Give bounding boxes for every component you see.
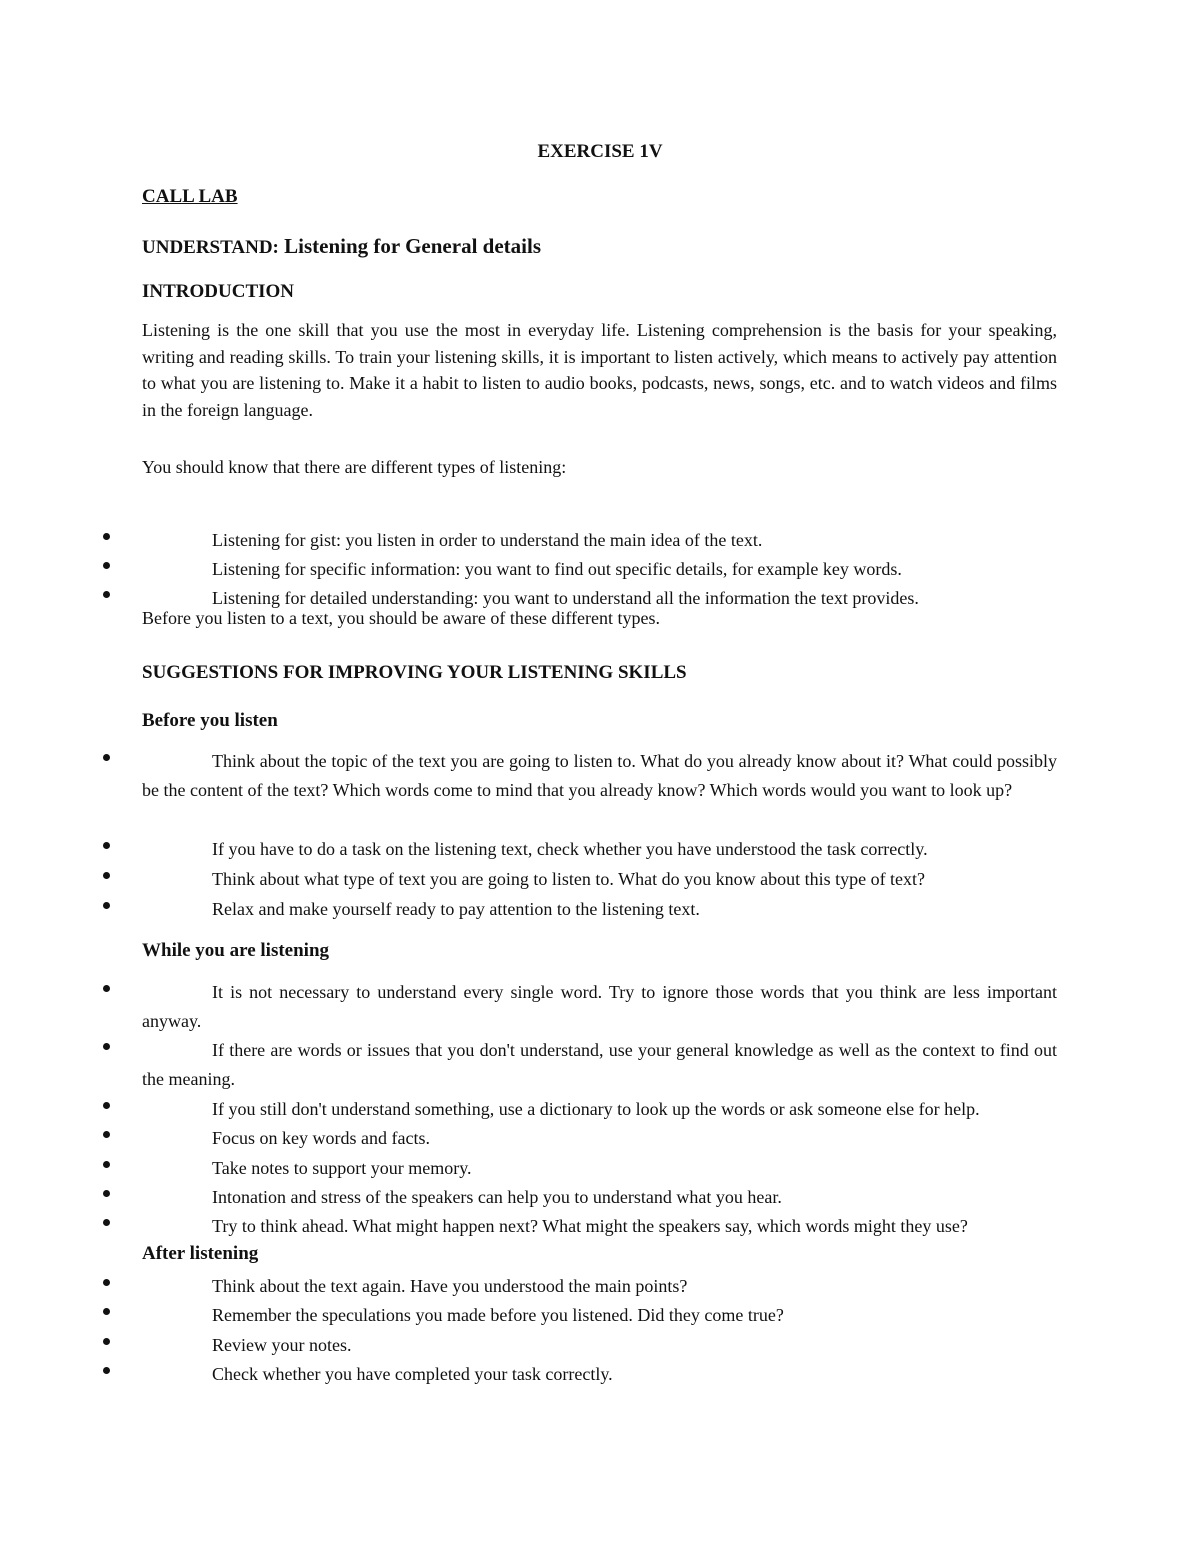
- bullet-icon: [103, 842, 110, 849]
- bullet-icon: [103, 562, 110, 569]
- list-item-text: If you have to do a task on the listening text, check whether you have understood the task correctly.: [212, 839, 928, 859]
- bullet-icon: [103, 1338, 110, 1345]
- list-item-text: Listening for detailed understanding: you want to understand all the information the text provides.: [212, 588, 919, 608]
- understand-rest: Listening for General details: [278, 234, 541, 258]
- bullet-icon: [103, 1308, 110, 1315]
- list-item-text: Intonation and stress of the speakers can help you to understand what you hear.: [212, 1187, 782, 1207]
- list-item-text: Try to think ahead. What might happen next? What might the speakers say, which words might they use?: [212, 1216, 968, 1236]
- list-item-text: Remember the speculations you made before you listened. Did they come true?: [212, 1305, 784, 1325]
- list-item-text: Check whether you have completed your task correctly.: [212, 1364, 613, 1384]
- bullet-icon: [103, 872, 110, 879]
- list-item-text: Listening for gist: you listen in order to understand the main idea of the text.: [212, 530, 763, 550]
- types-outro: Before you listen to a text, you should be aware of these different types.: [142, 608, 661, 628]
- list-item-text: If you still don't understand something, use a dictionary to look up the words or ask someone else for help.: [212, 1099, 980, 1119]
- list-item-text: Focus on key words and facts.: [212, 1128, 430, 1148]
- understand-heading: [142, 234, 541, 259]
- bullet-icon: [103, 591, 110, 598]
- introduction-heading: INTRODUCTION: [142, 281, 295, 302]
- bullet-icon: [103, 1102, 110, 1109]
- bullet-icon: [103, 902, 110, 909]
- bullet-icon: [103, 1279, 110, 1286]
- bullet-icon: [103, 754, 110, 761]
- introduction-paragraph: Listening is the one skill that you use the most in everyday life. Listening comprehension is the basis for your speaking, writing and reading skills. To train your listening skills, it is important to listen actively, which means to actively pay attention to what you are listening to. Make it a habit to listen to audio books, podcasts, news, songs, etc. and to watch videos and films in the foreign language.: [142, 320, 1057, 420]
- call-lab-heading: CALL LAB: [142, 186, 238, 207]
- bullet-icon: [103, 1043, 110, 1050]
- understand-prefix: UNDERSTAND:: [142, 237, 279, 258]
- bullet-icon: [103, 1190, 110, 1197]
- before-listen-heading: Before you listen: [142, 710, 278, 731]
- list-item-text: Think about the topic of the text you are going to listen to. What do you already know about it? What could possibly be the content of the text? Which words come to mind that you already know? Which words would you want to look up?: [142, 751, 1057, 800]
- bullet-icon: [103, 1219, 110, 1226]
- suggestions-heading: SUGGESTIONS FOR IMPROVING YOUR LISTENING SKILLS: [142, 662, 687, 683]
- bullet-icon: [103, 1131, 110, 1138]
- list-item-text: Listening for specific information: you want to find out specific details, for example key words.: [212, 559, 902, 579]
- list-item-text: Take notes to support your memory.: [212, 1158, 472, 1178]
- bullet-icon: [103, 1367, 110, 1374]
- list-item-text: Think about the text again. Have you understood the main points?: [212, 1276, 688, 1296]
- list-item-text: It is not necessary to understand every single word. Try to ignore those words that you think are less important anyway.: [142, 982, 1057, 1031]
- list-item-text: If there are words or issues that you don't understand, use your general knowledge as well as the context to find out the meaning.: [142, 1040, 1057, 1089]
- list-item-text: Relax and make yourself ready to pay attention to the listening text.: [212, 899, 700, 919]
- bullet-icon: [103, 985, 110, 992]
- list-item-text: Think about what type of text you are going to listen to. What do you know about this type of text?: [212, 869, 926, 889]
- types-intro: You should know that there are different types of listening:: [142, 457, 567, 477]
- bullet-icon: [103, 1161, 110, 1168]
- list-item-text: Review your notes.: [212, 1335, 352, 1355]
- bullet-icon: [103, 533, 110, 540]
- document-title: EXERCISE 1V: [537, 141, 663, 162]
- after-listening-heading: After listening: [142, 1243, 259, 1264]
- while-listening-heading: While you are listening: [142, 940, 330, 961]
